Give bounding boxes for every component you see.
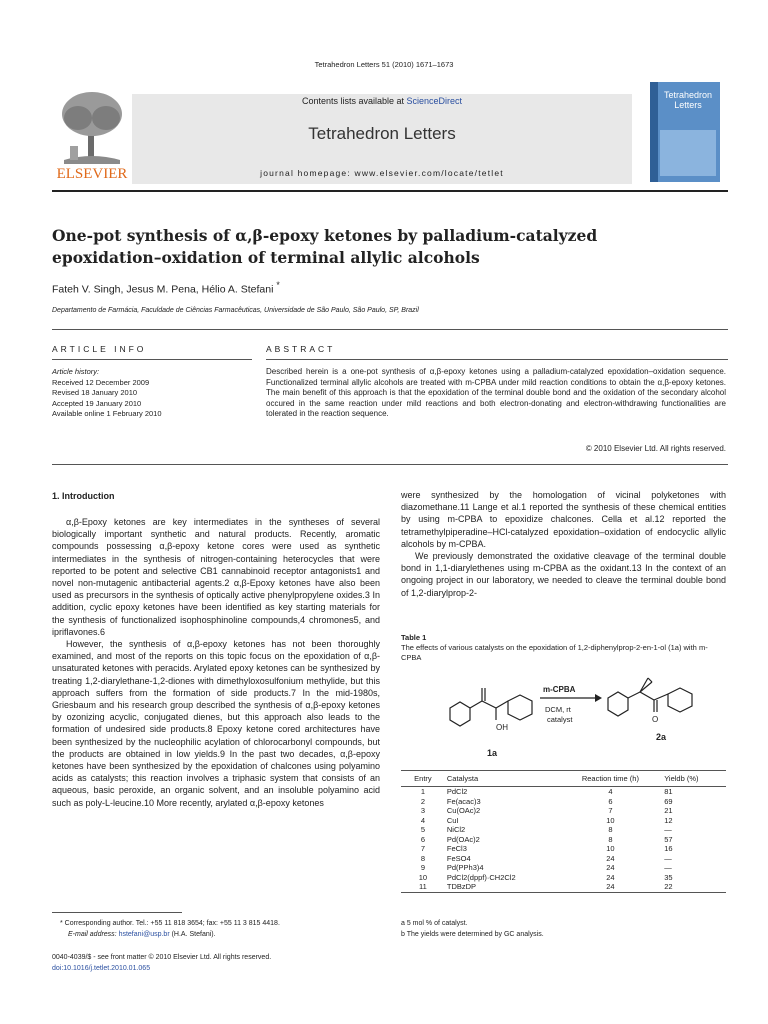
journal-title: Tetrahedron Letters [308, 124, 456, 143]
article-history [52, 367, 162, 420]
cell-catalyst: FeSO4 [446, 853, 471, 863]
starting-material-structure [450, 688, 532, 726]
cell-entry: 9 [420, 863, 426, 872]
cell-catalyst: TDBzDP [445, 882, 559, 892]
cell-entry: 8 [420, 853, 426, 863]
revised-date: Revised 18 January 2010 [52, 388, 138, 397]
cell-catalyst: NiCl2 [446, 825, 466, 834]
cell-yield: — [664, 863, 672, 872]
table-row [401, 854, 726, 864]
table-notes [401, 918, 544, 940]
corresponding-footnote [60, 918, 280, 940]
cell-catalyst: Pd(OAc)2 [446, 834, 480, 844]
journal-cover [650, 82, 720, 182]
received-date: Received 12 December 2009 [52, 377, 150, 387]
reagent-label: m-CPBA [543, 685, 576, 694]
cover-title-2: Letters [674, 100, 702, 110]
cell-entry: 4 [420, 815, 426, 825]
cell-time: 10 [606, 815, 615, 825]
abstract-end-rule [52, 464, 728, 465]
article-title: One-pot synthesis of α,β-epoxy ketones by palladium-catalyzed epoxidation–oxidation of terminal allylic alcohols [52, 226, 598, 267]
intro-paragraph-3: were synthesized by the homologation of vicinal polyketones with diazomethane.11 Lange et al.1 reported the synthesis of these chemical entities by using m-CPBA to epoxidize chalcones. Cella et al.12 reported the tetramethylpiperadine–HCl-catalyzed epoxidation–oxidation of endocyclic allylic alcohols by m-CPBA. [401, 490, 726, 549]
intro-paragraph-2: However, the synthesis of α,β-epoxy ketones has not been thoroughly examined, and most of the reports on this topic focus on the epoxidation of α,β-unsaturated ketones with peracids. Arylated epoxy ketones can be synthesized by treating 1,2-diarylethane-1,2-diones with dimethyloxosulfonium methylide, but this approach suffers from the formation of side products.7 In the mid-1980s, Griesbaum and his research group described the synthesis of α,β-epoxy ketones by ozonizing acyclic, conjugated dienes, but this approach also leads to the formation of undesired side products.8 Epoxy ketone cored architectures have been synthesized by the nucleophilic acylation of chlorocarbonyl compounds, but the products are obtained in low yields.9 In the past two decades, α,β-epoxy ketones have been synthesized by the epoxidation of chalcones using polyamino acids as catalysts; this reaction involves a triphasic system that consists of an aqueous, basic peroxide, an organic solvent, and an insoluble polyamino acid such as poly-L-leucine.10 More recently, arylated α,β-epoxy ketones [52, 639, 380, 808]
catalyst-table [401, 770, 726, 893]
table-note-a: a 5 mol % of catalyst. [401, 920, 468, 927]
col-header-catalyst: Catalysta [445, 771, 559, 787]
cell-time: 8 [608, 825, 613, 834]
email-link[interactable]: hstefani@usp.br [118, 931, 170, 938]
table-header-row [401, 771, 726, 787]
cell-entry: 3 [420, 806, 426, 815]
carbonyl-o-label: O [652, 715, 659, 724]
cell-time: 24 [606, 872, 615, 882]
conditions-label-2: catalyst [547, 715, 573, 724]
table-row [401, 882, 726, 892]
cell-entry: 10 [418, 872, 428, 882]
elsevier-wordmark: ELSEVIER [56, 166, 128, 180]
table-row [401, 797, 726, 807]
intro-paragraph-4: We previously demonstrated the oxidative cleavage of the terminal double bond in 1,1-diarylethenes using m-CPBA as the oxidant.13 In the context of an ongoing project in our laboratory, we needed to cleave the terminal double bond of 1,2-diarylprop-2- [401, 551, 726, 598]
journal-homepage[interactable]: journal homepage: www.elsevier.com/locate/tetlet [260, 168, 504, 178]
journal-citation: Tetrahedron Letters 51 (2010) 1671–1673 [314, 60, 454, 69]
table-label: Table 1 [401, 633, 427, 642]
cell-yield: 22 [662, 882, 726, 892]
right-column [401, 489, 726, 599]
col-header-entry: Entry [401, 771, 445, 787]
cell-yield: 21 [664, 806, 673, 815]
cell-yield: 81 [664, 787, 673, 796]
email-suffix: (H.A. Stefani). [169, 931, 216, 938]
cell-entry: 1 [420, 787, 426, 796]
table-row [401, 816, 726, 826]
author-list: Fateh V. Singh, Jesus M. Pena, Hélio A. Stefani [52, 283, 274, 296]
conditions-label-1: DCM, rt [545, 705, 571, 714]
issn-block [52, 952, 271, 974]
oh-label: OH [496, 723, 508, 732]
start-compound-label: 1a [487, 748, 498, 758]
issn-line: 0040-4039/$ - see front matter © 2010 Elsevier Ltd. All rights reserved. [52, 954, 272, 961]
col-header-yield: Yieldb (%) [662, 771, 726, 787]
abstract-label: ABSTRACT [266, 344, 336, 354]
cell-time: 6 [608, 796, 613, 806]
online-date: Available online 1 February 2010 [52, 409, 162, 418]
history-label: Article history: [52, 367, 100, 376]
cover-title-1: Tetrahedron [663, 90, 713, 100]
cell-time: 10 [606, 844, 615, 853]
authors [52, 280, 280, 296]
cell-entry: 6 [420, 834, 426, 844]
article-info-label: ARTICLE INFO [52, 344, 147, 354]
product-structure [608, 678, 692, 716]
table-note-b: b The yields were determined by GC analysis. [401, 931, 544, 938]
cell-yield: — [664, 825, 672, 834]
cell-entry: 2 [420, 796, 426, 806]
cell-catalyst: PdCl2(dppf)·CH2Cl2 [446, 872, 516, 882]
cell-catalyst: Cu(OAc)2 [446, 806, 481, 815]
abstract-rule [266, 359, 728, 360]
corresponding-author: * Corresponding author. Tel.: +55 11 818 3654; fax: +55 11 3 815 4418. [60, 920, 280, 927]
table-row [401, 787, 726, 797]
affiliation: Departamento de Farmácia, Faculdade de Ciências Farmacêuticas, Universidade de São Paulo, São Paulo, SP, Brazil [52, 307, 419, 314]
accepted-date: Accepted 19 January 2010 [52, 398, 142, 408]
cell-time: 24 [606, 853, 615, 863]
corresponding-mark: * [276, 280, 280, 290]
cell-yield: 35 [664, 872, 673, 882]
cell-time: 24 [559, 882, 663, 892]
contents-prefix: Contents lists available at [301, 96, 407, 106]
table-row [401, 806, 726, 816]
cell-time: 8 [608, 834, 613, 844]
table-row [401, 844, 726, 854]
footnote-rule [52, 912, 182, 913]
table-row [401, 873, 726, 883]
article-info-rule [52, 359, 252, 360]
cell-yield: 12 [664, 815, 673, 825]
cell-catalyst: FeCl3 [446, 844, 467, 853]
cell-catalyst: Fe(acac)3 [446, 796, 481, 806]
journal-header [132, 94, 632, 184]
table-caption [401, 633, 726, 663]
cell-catalyst: Pd(PPh3)4 [446, 863, 484, 872]
cell-time: 7 [608, 806, 613, 815]
cell-entry: 11 [401, 882, 445, 892]
email-line [60, 929, 280, 940]
doi-link[interactable]: doi:10.1016/j.tetlet.2010.01.065 [52, 965, 151, 972]
col-header-time: Reaction time (h) [559, 771, 663, 787]
cell-entry: 5 [420, 825, 426, 834]
affiliation-rule [52, 329, 728, 330]
table-row [401, 863, 726, 873]
cell-yield: 16 [664, 844, 673, 853]
cell-yield: 57 [664, 834, 673, 844]
left-column [52, 516, 380, 809]
elsevier-logo [52, 88, 132, 180]
table-row [401, 825, 726, 835]
sciencedirect-link[interactable]: ScienceDirect [406, 96, 463, 106]
reaction-scheme [430, 668, 720, 768]
cell-catalyst: CuI [446, 815, 459, 825]
abstract-copyright: © 2010 Elsevier Ltd. All rights reserved. [585, 444, 726, 453]
intro-paragraph-1: α,β-Epoxy ketones are key intermediates in the syntheses of several biologically important synthetic and natural products. Recently, aromatic compounds possessing α,β-epoxy ketone cores were used as synthetic intermediates in the synthesis of nitrogen-containing heterocycles that were reported to be potent and selective CB1 cannabinoid receptor antagonists1 and novel non-mutagenic antibacterial agents.2 α,β-Epoxy ketones have also been used as precursors in the synthesis of optically active phenylpropylene oxides.3 In addition, cyclic epoxy ketones have been identified as key starting materials for the synthesis of functionalized isophosphinoline compounds,4 chromones5, and ipriflavones.6 [52, 517, 380, 637]
table-row [401, 835, 726, 845]
introduction-heading: 1. Introduction [52, 491, 115, 501]
cell-time: 4 [608, 787, 613, 796]
cell-entry: 7 [420, 844, 426, 853]
cell-yield: — [664, 853, 672, 863]
contents-line [132, 96, 632, 106]
cell-time: 24 [606, 863, 615, 872]
header-rule [52, 190, 728, 192]
product-compound-label: 2a [656, 732, 667, 742]
table-caption-text: The effects of various catalysts on the epoxidation of 1,2-diphenylprop-2-en-1-ol (1a) with m-CPBA [401, 643, 708, 662]
cell-yield: 69 [664, 796, 673, 806]
cell-catalyst: PdCl2 [446, 787, 468, 796]
email-label: E-mail address: [68, 931, 119, 938]
abstract-text: Described herein is a one-pot synthesis of α,β-epoxy ketones using a palladium-catalyzed epoxidation–oxidation sequence. Functionalized terminal allylic alcohols are treated with m-CPBA under mild reaction conditions to obtain the α,β-epoxy ketones. The main benefit of this approach is that the epoxidation of the terminal double bond and the oxidation of the secondary alcohol occured in the same reaction under mild reactions and both electron-donating and electron-withdrawing functionalities are tolerated in the reaction sequence. [266, 367, 726, 419]
